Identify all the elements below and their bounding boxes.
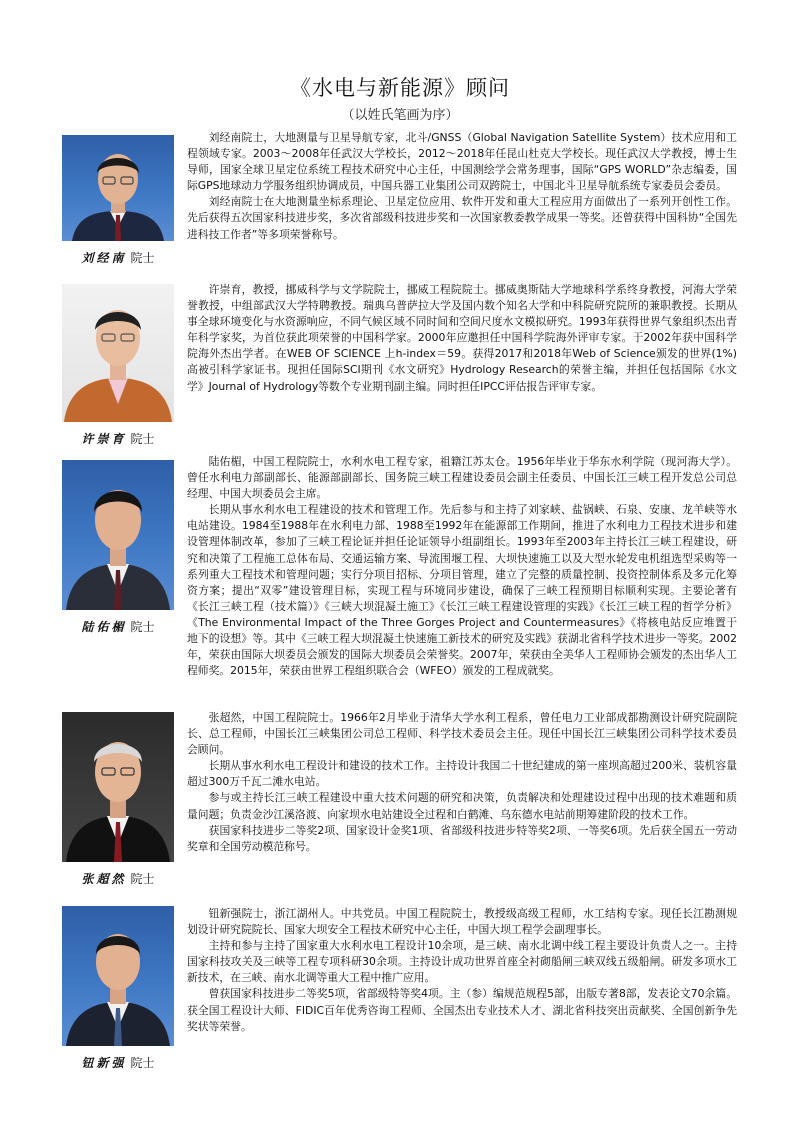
bio-paragraph: 获国家科技进步二等奖2项、国家设计金奖1项、省部级科技进步特等奖2项、一等奖6项。先后获全国五一劳动奖章和全国劳动模范称号。 bbox=[187, 823, 737, 853]
advisor-caption bbox=[62, 870, 174, 887]
advisor-name: 钮新强 bbox=[81, 1056, 127, 1070]
advisor-portrait bbox=[62, 906, 174, 1046]
bio-paragraph: 长期从事水利水电工程设计和建设的技术工作。主持设计我国二十世纪建成的第一座坝高超过200米、装机容量超过300万千瓦二滩水电站。 bbox=[187, 759, 737, 789]
advisor-name: 陆佑楣 bbox=[81, 620, 127, 634]
bio-paragraph: 刘经南院士在大地测量坐标系理论、卫星定位应用、软件开发和重大工程应用方面做出了一系列开创性工作。先后获得五次国家科技进步奖，多次省部级科技进步奖和一次国家教委教学成果一等奖。还曾获得中国科协“全国先进科技工作者”等多项荣誉称号。 bbox=[187, 195, 737, 241]
advisor-name: 张超然 bbox=[81, 872, 127, 886]
bio-paragraph: 刘经南院士，大地测量与卫星导航专家，北斗/GNSS（Global Navigation Satellite System）技术应用和工程领域专家。2003～2008年任武汉大学校长，2012～2018年任昆山杜克大学校长。现任武汉大学教授，博士生导师，国家全球卫星定位系统工程技术研究中心主任，中国测绘学会常务理事，国际“GPS WORLD”杂志编委，国际GPS地球动力学服务组织协调成员，中国兵器工业集团公司双跨院士，中国北斗卫星导航系统专家委员会委员。 bbox=[187, 131, 737, 193]
portrait-silhouette-icon bbox=[62, 135, 174, 241]
page-title: 《水电与新能源》顾问 bbox=[290, 76, 510, 100]
bio-paragraph: 主持和参与主持了国家重大水利水电工程设计10余项，是三峡、南水北调中线工程主要设计负责人之一。主持国家科技攻关及三峡等工程专项科研30余项。主持设计成功世界首座全衬砌船闸三峡双线五级船闸。研发多项水工新技术，在三峡、南水北调等重大工程中推广应用。 bbox=[187, 939, 737, 985]
advisor-name: 许崇育 bbox=[81, 432, 127, 446]
advisor-portrait bbox=[62, 712, 174, 862]
bio-paragraph: 钮新强院士，浙江湖州人。中共党员。中国工程院院士，教授级高级工程师，水工结构专家。现任长江勘测规划设计研究院院长、国家大坝安全工程技术研究中心主任，中国大坝工程学会副理事长。 bbox=[187, 907, 737, 937]
bio-paragraph: 许崇育，教授，挪威科学与文学院院士，挪威工程院院士。挪威奥斯陆大学地球科学系终身教授，河海大学荣誉教授，中组部武汉大学特聘教授。瑞典乌普萨拉大学及国内数个知名大学和中科院研究院所的兼职教授。长期从事全球环境变化与水资源响应，不同气候区域不同时间和空间尺度水文模拟研究。1993年获得世界气象组织杰出青年科学家奖，为首位获此项荣誉的中国科学家。2000年应邀担任中国科学院海外评审专家。于2002年获中国科学院海外杰出学者。在WEB OF SCIENCE 上h-index＝59。获得2017和2018年Web of Science颁发的世界(1%)高被引科学家证书。现担任国际SCI期刊《水文研究》Hydrology Research的荣誉主编，并担任包括国际《水文学》Journal of Hydrology等数个专业期刊副主编。同时担任IPCC评估报告评审专家。 bbox=[187, 283, 737, 393]
bio-paragraph: 参与或主持长江三峡工程建设中重大技术问题的研究和决策，负责解决和处理建设过程中出现的技术难题和质量问题；负责金沙江溪洛渡、向家坝水电站建设全过程和白鹤滩、乌东德水电站前期筹建阶段的技术工作。 bbox=[187, 791, 737, 821]
advisor-portrait bbox=[62, 284, 174, 422]
advisor-name: 刘经南 bbox=[81, 251, 127, 265]
advisor-portrait bbox=[62, 135, 174, 241]
advisor-photo-column bbox=[62, 906, 174, 1071]
advisor-title: 院士 bbox=[130, 251, 155, 265]
advisor-title: 院士 bbox=[130, 432, 155, 446]
bio-paragraph: 张超然，中国工程院院士。1966年2月毕业于清华大学水利工程系，曾任电力工业部成都勘测设计研究院副院长、总工程师，中国长江三峡集团公司总工程师、科学技术委员会主任。现任中国长江三峡集团公司科学技术委员会顾问。 bbox=[187, 711, 737, 757]
advisor-bio bbox=[187, 710, 737, 855]
advisor-bio bbox=[187, 130, 737, 243]
bio-paragraph: 长期从事水利水电工程建设的技术和管理工作。先后参与和主持了刘家峡、盐锅峡、石泉、安康、龙羊峡等水电站建设。1984至1988年在水利电力部、1988至1992年在能源部工作期间，推进了水利电力工程技术进步和建设管理体制改革，参加了三峡工程论证并担任论证领导小组副组长。1993年至2003年主持长江三峡工程建设，研究和决策了工程施工总体布局、交通运输方案、导流围堰工程、大坝快速施工以及大型水轮发电机组选型采购等一系列重大工程技术和管理问题；实行分项目招标、分项目管理，建立了完整的质量控制、投资控制体系及多元化筹资方案；提出“双零”建设管理目标，实现工程与环境同步建设，确保了三峡工程预期目标顺利实现。主要论著有《长江三峡工程（技术篇）》《三峡大坝混凝土施工》《长江三峡工程建设管理的实践》《长江三峡工程的哲学分析》《The Environmental Impact of the Three Gorges Project and Countermeasures》《将核电站反应堆置于地下的设想》等。其中《三峡工程大坝混凝土快速施工新技术的研究及实践》获湖北省科学技术进步一等奖。2002年，荣获由国际大坝委员会颁发的国际大坝委员会荣誉奖。2007年，荣获由全美华人工程师协会颁发的杰出华人工程师奖。2015年，荣获由世界工程组织联合会（WFEO）颁发的工程成就奖。 bbox=[187, 503, 737, 678]
advisor-photo-column bbox=[62, 284, 174, 447]
advisor-caption bbox=[62, 249, 174, 266]
advisor-photo-column bbox=[62, 712, 174, 887]
advisor-bio bbox=[187, 906, 737, 1035]
advisor-bio bbox=[187, 454, 737, 679]
portrait-silhouette-icon bbox=[62, 284, 174, 422]
bio-paragraph: 曾获国家科技进步二等奖5项，省部级特等奖4项。主（参）编规范规程5部，出版专著8部，发表论文70余篇。获全国工程设计大师、FIDIC百年优秀咨询工程师、全国杰出专业技术人才、湖北省科技突出贡献奖、全国创新争先奖状等荣誉。 bbox=[187, 987, 737, 1033]
bio-paragraph: 陆佑楣，中国工程院院士，水利水电工程专家，祖籍江苏太仓。1956年毕业于华东水利学院（现河海大学）。曾任水利电力部副部长、能源部副部长、国务院三峡工程建设委员会副主任委员、中国长江三峡工程开发总公司总经理、中国大坝委员会主席。 bbox=[187, 455, 737, 501]
advisor-bio bbox=[187, 282, 737, 395]
advisor-title: 院士 bbox=[130, 872, 155, 886]
page-subtitle: （以姓氏笔画为序） bbox=[341, 108, 459, 123]
advisor-caption bbox=[62, 1054, 174, 1071]
advisor-caption bbox=[62, 618, 174, 635]
portrait-silhouette-icon bbox=[62, 712, 174, 862]
advisor-photo-column bbox=[62, 135, 174, 266]
portrait-silhouette-icon bbox=[62, 460, 174, 610]
advisor-title: 院士 bbox=[130, 620, 155, 634]
advisor-caption bbox=[62, 430, 174, 447]
portrait-silhouette-icon bbox=[62, 906, 174, 1046]
advisor-title: 院士 bbox=[130, 1056, 155, 1070]
advisor-photo-column bbox=[62, 460, 174, 635]
advisor-portrait bbox=[62, 460, 174, 610]
